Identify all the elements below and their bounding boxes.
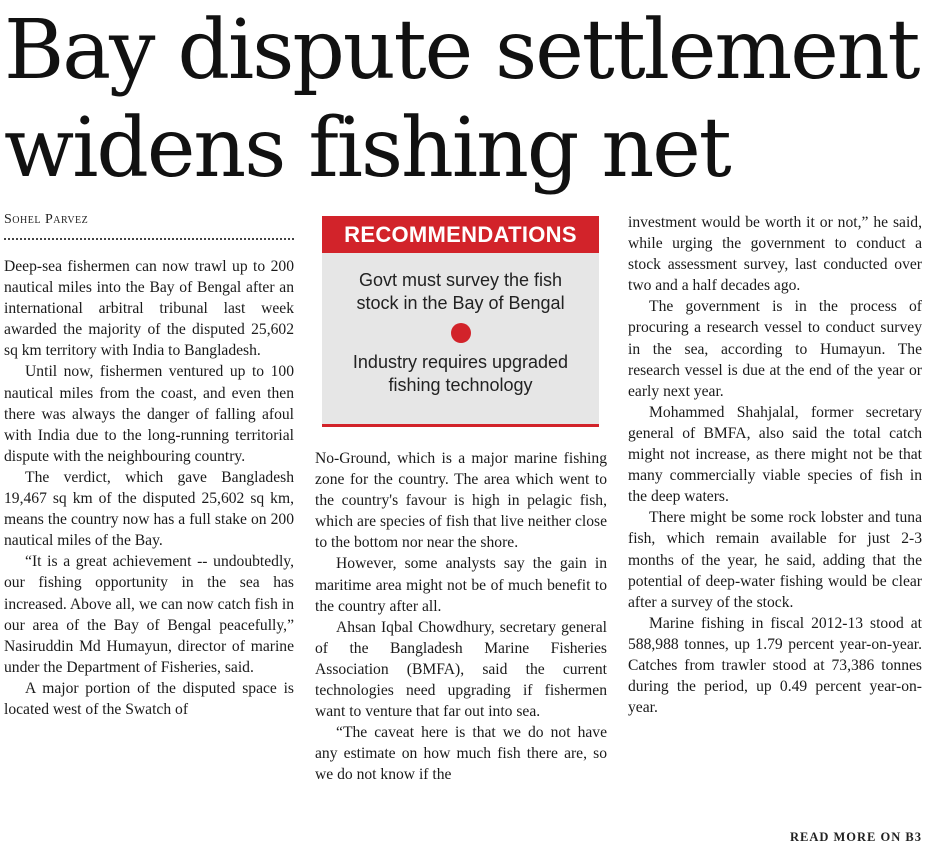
paragraph: The verdict, which gave Bangladesh 19,467 sq km of the disputed 25,602 sq km, means the country now has a full stake on 200 nautical miles of the Bay. (4, 468, 294, 550)
recommendation-item: Industry requires upgraded fishing technology (352, 352, 569, 395)
paragraph: Mohammed Shahjalal, former secretary general of BMFA, also said the total catch might not increase, as there might not be that many commercially viable species of fish in the deep waters. (628, 403, 922, 506)
paragraph: The government is in the process of procuring a research vessel to conduct survey in the sea, according to Humayun. The research vessel is due at the end of the year or early next year. (628, 298, 922, 400)
headline: Bay dispute settlement widens fishing net (4, 3, 919, 196)
paragraph: Until now, fishermen ventured up to 100 nautical miles from the coast, and even then there was always the danger of falling afoul with India due to the long-running territorial dispute with the neighbouring country. (4, 363, 294, 465)
paragraph: Marine fishing in fiscal 2012-13 stood at 588,988 tonnes, up 1.79 percent year-on-year. Catches from trawler stood at 73,386 tonnes during the period, up 0.49 percent year-on-year. (628, 614, 922, 717)
paragraph: Ahsan Iqbal Chowdhury, secretary general of the Bangladesh Marine Fisheries Association (BMFA), said the current technologies need upgrading if fishermen want to venture that far out into sea. (315, 618, 607, 721)
paragraph: “It is a great achievement -- undoubtedly, our fishing opportunity in the sea has increased. Above all, we can now catch fish in our area of the Bay of Bengal peacefully,” Nasiruddin Md Humayun, director of marine under the Department of Fisheries, said. (4, 553, 294, 676)
recommendations-box (322, 216, 599, 427)
paragraph: No-Ground, which is a major marine fishing zone for the country. The area which went to the country's favour is high in pelagic fish, which are species of fish that live neither close to the bottom nor near the shore. (315, 450, 607, 552)
byline-divider (4, 238, 294, 240)
article-column-3 (628, 212, 922, 718)
paragraph: “The caveat here is that we do not have any estimate on how much fish there are, so we do not know if the (315, 724, 607, 784)
recommendations-title: RECOMMENDATIONS (322, 216, 599, 253)
paragraph: A major portion of the disputed space is located west of the Swatch of (4, 679, 294, 718)
paragraph: There might be some rock lobster and tuna fish, which remain available for just 2-3 months of the year, he said, adding that the potential of deep-water fishing would be clear after a survey of the stock. (628, 509, 922, 611)
recommendation-item: Govt must survey the fish stock in the Bay of Bengal (356, 270, 565, 313)
paragraph: Deep-sea fishermen can now trawl up to 200 nautical miles into the Bay of Bengal after an international arbitral tribunal last week awarded the majority of the disputed 25,602 sq km territory with India to Bangladesh. (4, 258, 294, 360)
read-more-link[interactable]: READ MORE ON B3 (789, 830, 922, 844)
paragraph: However, some analysts say the gain in maritime area might not be of much benefit to the country after all. (315, 555, 607, 615)
byline: Sohel Parvez (4, 212, 89, 227)
article-column-1 (4, 256, 294, 720)
paragraph: investment would be worth it or not,” he said, while urging the government to conduct a stock assessment survey, last conducted over two and a half decades ago. (628, 214, 922, 295)
bullet-dot-icon (451, 323, 471, 343)
article-column-2 (315, 448, 607, 786)
